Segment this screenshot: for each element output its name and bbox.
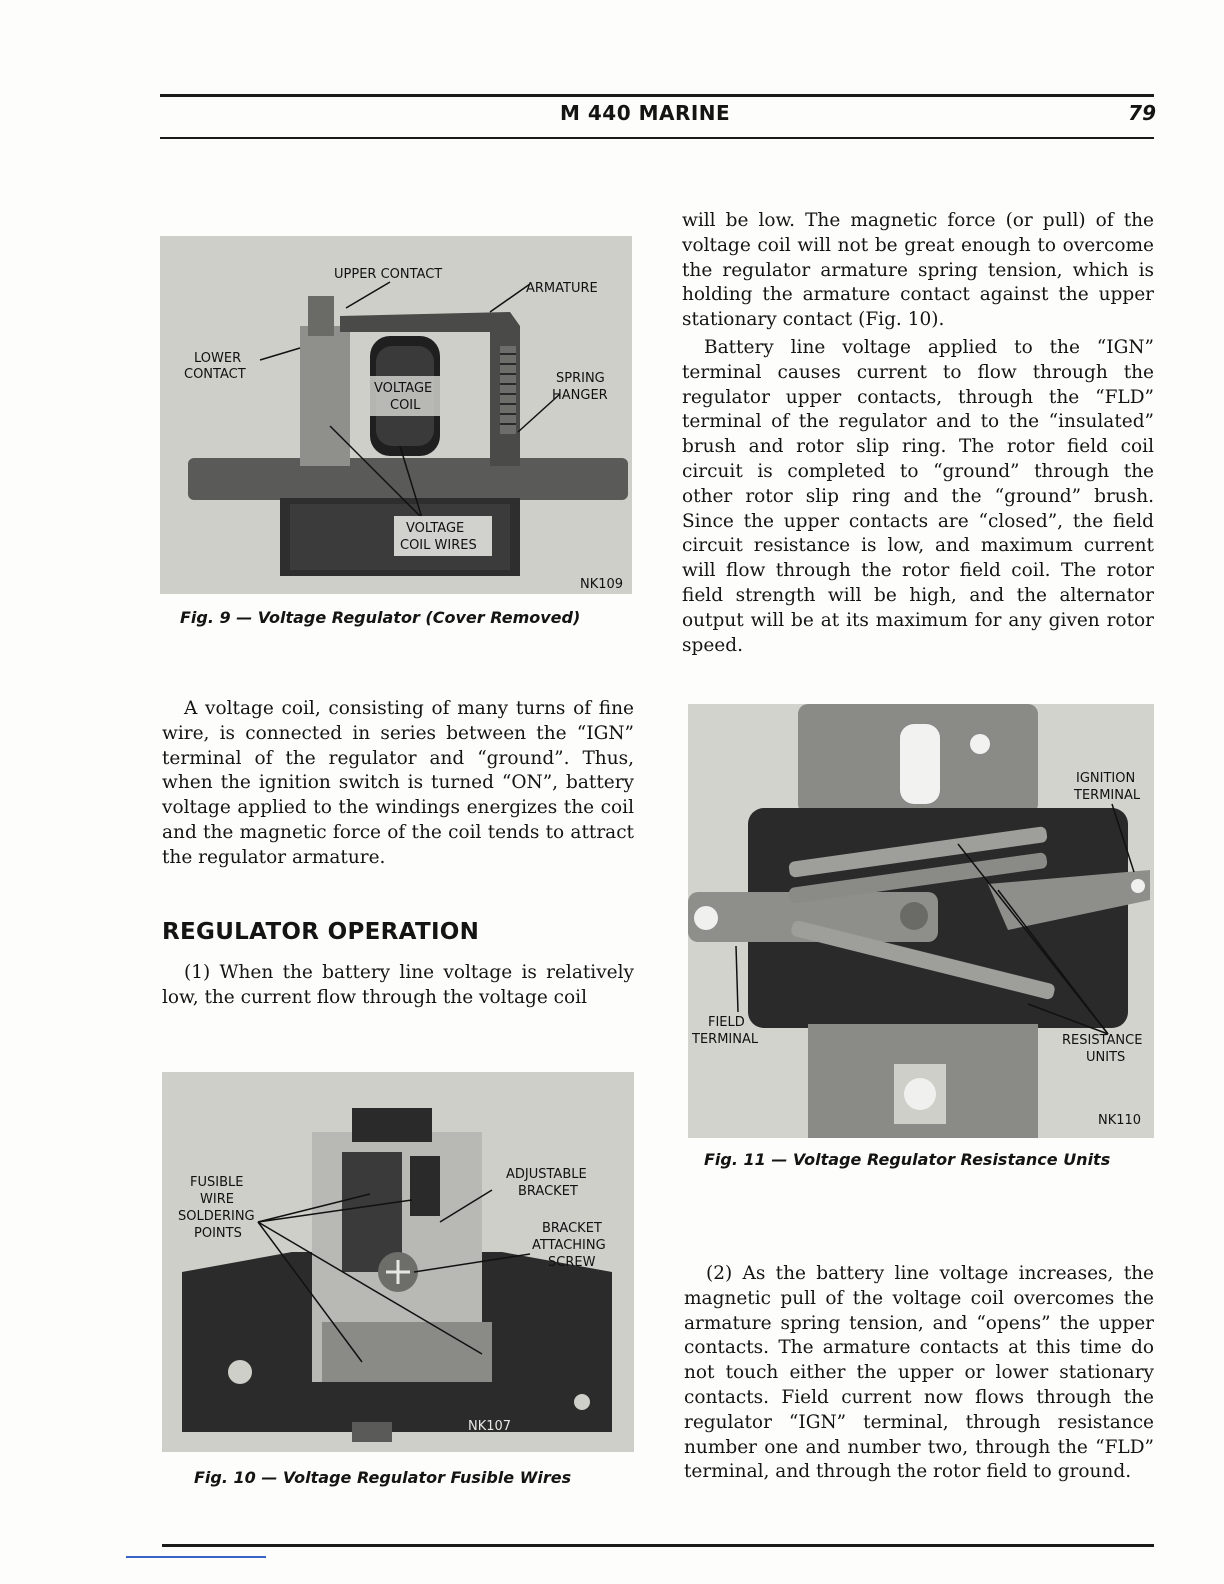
label-bracket: BRACKET (518, 1184, 578, 1199)
page-number: 79 (1128, 101, 1156, 125)
label-coil-wires: COIL WIRES (400, 538, 477, 553)
figure-10-caption: Fig. 10 — Voltage Regulator Fusible Wires (194, 1468, 572, 1487)
label-units: UNITS (1086, 1050, 1126, 1065)
paragraph-operation-2: (2) As the battery line voltage increases, the magnetic pull of the voltage coil overcomes the armature spring tension, and “opens” the upper contacts. The armature contacts at this time do not touch either the upper or lower stationary contacts. Field current now flows through the regulator “IGN” terminal, through resistance number one and number two, through the “FLD” terminal, and through the rotor field to ground. (684, 1263, 1154, 1483)
voltage-regulator-cover-removed-illustration (160, 236, 632, 594)
label-terminal: TERMINAL (1074, 788, 1141, 803)
label-ignition: IGNITION (1076, 771, 1136, 786)
label-contact: CONTACT (184, 367, 246, 382)
label-terminal-2: TERMINAL (692, 1032, 759, 1047)
label-fusible: FUSIBLE (190, 1175, 244, 1190)
label-points: POINTS (194, 1226, 242, 1241)
bottom-edge-mark (126, 1556, 266, 1558)
label-spring: SPRING (556, 371, 605, 386)
figure-code: NK109 (580, 577, 624, 592)
label-resistance: RESISTANCE (1062, 1033, 1143, 1048)
figure-9-photo (160, 236, 632, 594)
paragraph-operation-1: (1) When the battery line voltage is relatively low, the current flow through the voltage coil (162, 962, 634, 1008)
label-screw: SCREW (548, 1255, 596, 1270)
figure-11-caption: Fig. 11 — Voltage Regulator Resistance Units (704, 1150, 1111, 1169)
figure-11-photo (688, 704, 1154, 1138)
voltage-regulator-resistance-units-illustration (688, 704, 1154, 1138)
voltage-regulator-fusible-wires-illustration (162, 1072, 634, 1452)
figure-9-caption: Fig. 9 — Voltage Regulator (Cover Removed) (180, 608, 581, 627)
page-header-title: M 440 MARINE (560, 101, 731, 125)
footer-rule (162, 1544, 1154, 1547)
label-upper-contact: UPPER CONTACT (334, 267, 443, 282)
paragraph-right-top-2: Battery line voltage applied to the “IGN” terminal causes current to flow through the regulator upper contacts, through the “FLD” terminal of the regulator and to the “insulated” brush and rotor slip ring. The rotor field coil circuit is completed to “ground” through the other rotor slip ring and the “ground” brush. Since the upper contacts are “closed”, the field circuit resistance is low, and maximum current will flow through the rotor field coil. The rotor field strength will be high, and the alternator output will be at its maximum for any given rotor speed. (682, 337, 1154, 656)
label-adjustable: ADJUSTABLE (506, 1167, 587, 1182)
label-armature: ARMATURE (526, 281, 598, 296)
label-field: FIELD (708, 1015, 745, 1030)
label-bracket-2: BRACKET (542, 1221, 602, 1236)
figure-10-photo (162, 1072, 634, 1452)
figure-code: NK107 (468, 1419, 512, 1434)
paragraph-right-top-1: will be low. The magnetic force (or pull) of the voltage coil will not be great enough to overcome the regulator armature spring tension, which is holding the armature contact against the upper stationary contact (Fig. 10). (682, 210, 1154, 331)
paragraph-voltage-coil: A voltage coil, consisting of many turns of fine wire, is connected in series between the “IGN” terminal of the regulator and “ground”. Thus, when the ignition switch is turned “ON”, battery voltage applied to the windings energizes the coil and the magnetic force of the coil tends to attract the regulator armature. (162, 698, 634, 868)
header-top-rule (160, 94, 1154, 97)
label-voltage-2: VOLTAGE (406, 521, 465, 536)
label-coil: COIL (390, 398, 421, 413)
label-hanger: HANGER (552, 388, 608, 403)
figure-code: NK110 (1098, 1113, 1142, 1128)
label-wire: WIRE (200, 1192, 234, 1207)
label-voltage: VOLTAGE (374, 381, 433, 396)
label-attaching: ATTACHING (532, 1238, 606, 1253)
header-bottom-rule (160, 137, 1154, 139)
label-lower: LOWER (194, 351, 242, 366)
section-heading: REGULATOR OPERATION (162, 919, 480, 945)
label-soldering: SOLDERING (178, 1209, 255, 1224)
